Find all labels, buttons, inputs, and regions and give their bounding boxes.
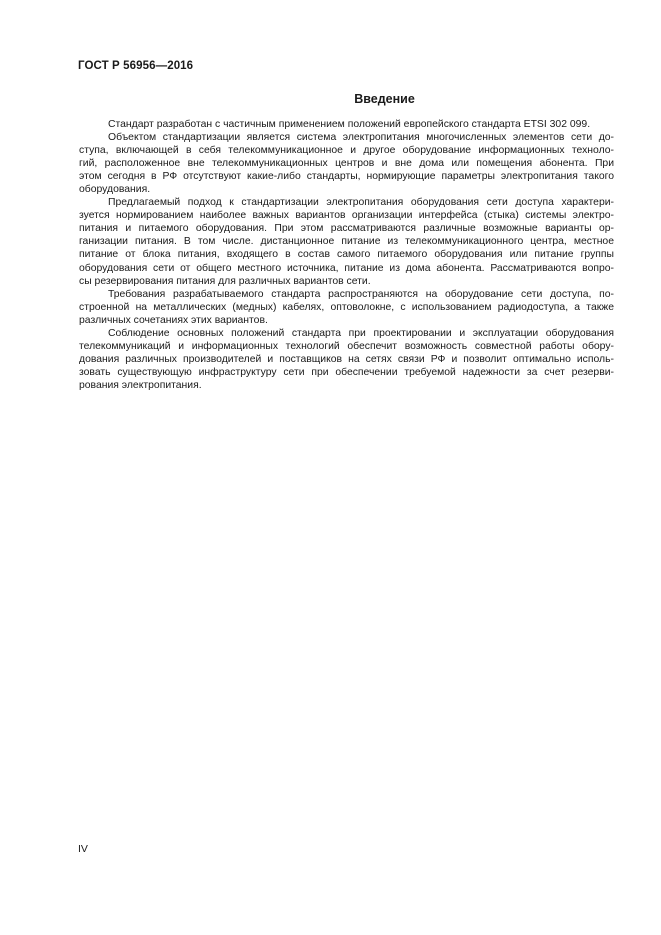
text-line: зуется нормированием наиболее важных вариантов организации интерфейса (стыка) системы электро-	[79, 210, 614, 222]
text-line: Соблюдение основных положений стандарта при проектировании и эксплуатации оборудования	[108, 327, 614, 339]
paragraph	[79, 131, 614, 196]
text-line: рования электропитания.	[79, 379, 202, 391]
text-line: ганизации питания. В том числе. дистанционное питание из телекоммуникационного центра, местное	[79, 236, 614, 248]
text-line: Объектом стандартизации является система электропитания многочисленных элементов сети до-	[108, 132, 614, 144]
text-line: Требования разрабатываемого стандарта распространяются на оборудование сети доступа, по-	[108, 288, 614, 300]
paragraph	[79, 288, 614, 327]
section-title: Введение	[354, 92, 415, 106]
text-line: ступа, включающей в себя телекоммуникационное и другое оборудование информационных техноло-	[79, 145, 614, 157]
text-line: дования различных производителей и поставщиков на сетях связи РФ и позволит оптимально исполь-	[79, 353, 614, 365]
text-line: этом сегодня в РФ отсутствуют какие-либо стандарты, нормирующие параметры электропитания такого	[79, 171, 614, 183]
page-number: IV	[78, 843, 88, 855]
text-line: телекоммуникаций и информационных технологий обеспечит возможность совместной работы обору-	[79, 340, 614, 352]
text-line: гий, расположенное вне телекоммуникационных центров и вне дома или помещения абонента. При	[79, 158, 614, 170]
text-line: различных сочетаниях этих вариантов.	[79, 314, 268, 326]
text-line: оборудования.	[79, 184, 151, 196]
paragraph	[79, 196, 614, 287]
text-line: Стандарт разработан с частичным применением положений европейского стандарта ETSI 302 099.	[108, 119, 591, 130]
document-header: ГОСТ Р 56956—2016	[78, 60, 194, 72]
text-line: строенной на металлических (медных) кабелях, оптоволокне, с использованием радиодоступа, а также	[79, 301, 614, 313]
body-text	[79, 118, 614, 392]
text-line: питания и питаемого оборудования. При этом рассматриваются различные возможные варианты ор-	[79, 223, 614, 235]
text-line: оборудования сети от общего местного источника, питание из дома абонента. Рассматриваются вопро-	[79, 262, 614, 274]
text-line: зовать существующую инфраструктуру сети при обеспечении требуемой надежности за счет резерви-	[79, 366, 614, 378]
paragraph	[79, 118, 614, 131]
paragraph	[79, 327, 614, 392]
text-line: питание от блока питания, входящего в состав самого питаемого оборудования или питание группы	[79, 249, 614, 261]
text-line: Предлагаемый подход к стандартизации электропитания оборудования сети доступа характери-	[108, 197, 614, 209]
text-line: сы резервирования питания для различных вариантов сети.	[79, 275, 371, 287]
